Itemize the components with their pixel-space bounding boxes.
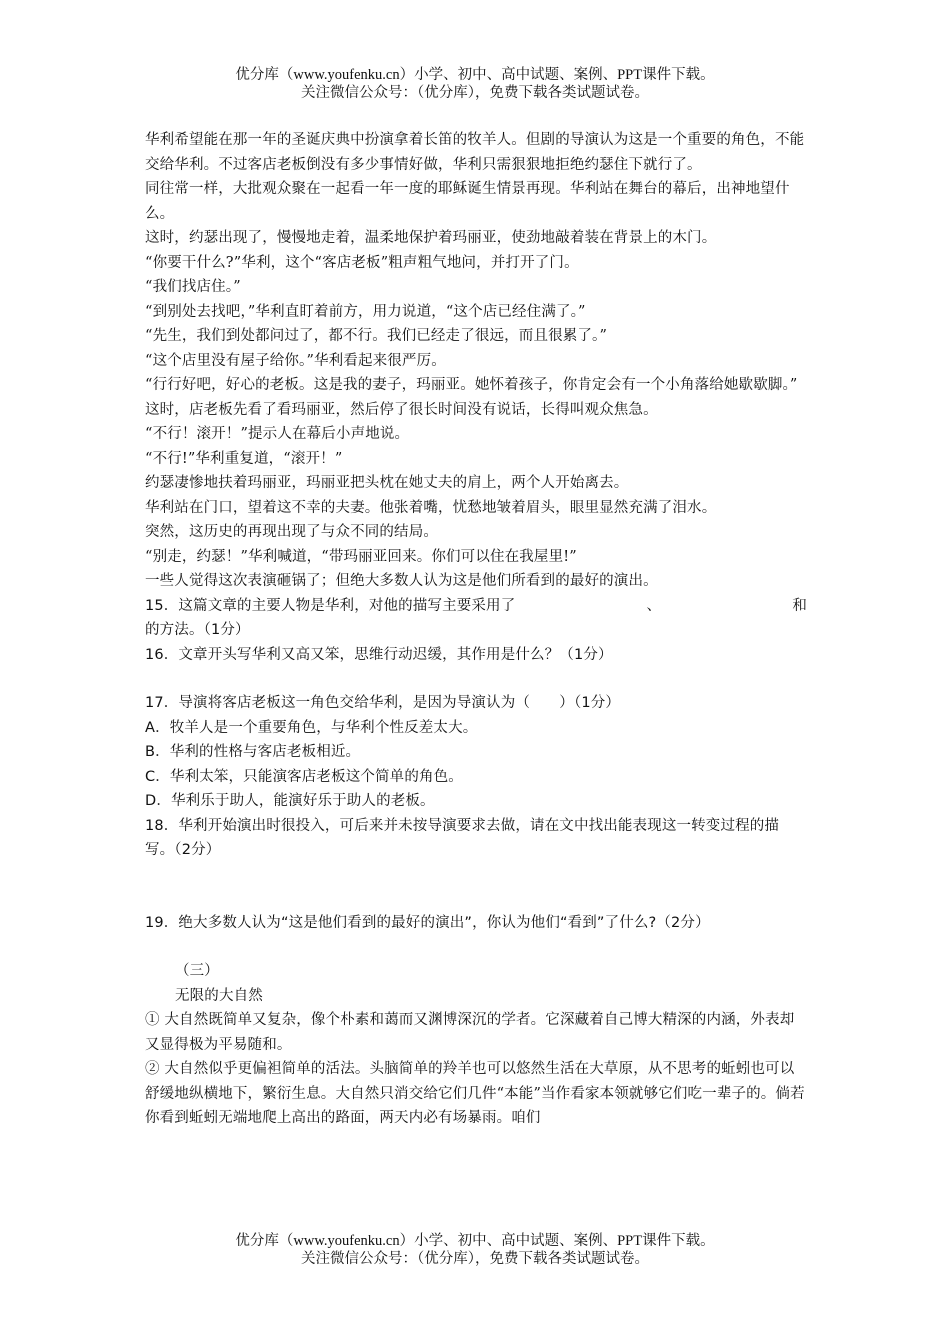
question-15-text: 15．这篇文章的主要人物是华利，对他的描写主要采用了 bbox=[145, 597, 516, 614]
story-paragraph: “我们找店住。” bbox=[145, 279, 241, 295]
page-footer bbox=[0, 1232, 950, 1268]
header-line-2: 关注微信公众号：（优分库），免费下载各类试题试卷。 bbox=[301, 85, 649, 101]
question-17-option-a: A．牧羊人是一个重要角色，与华利个性反差太大。 bbox=[145, 719, 478, 736]
section-paragraph: ① 大自然既简单又复杂，像个朴素和蔼而又渊博深沉的学者。它深藏着自己博大精深的内涵，外表却又显得极为平易随和。 bbox=[145, 1012, 795, 1053]
question-16: 16．文章开头写华利又高又笨，思维行动迟缓，其作用是什么？（1分） bbox=[145, 646, 613, 663]
footer-line-1: 优分库（www.youfenku.cn）小学、初中、高中试题、案例、PPT课件下载。 bbox=[235, 1233, 715, 1249]
section-number: （三） bbox=[175, 963, 219, 979]
question-15 bbox=[145, 594, 807, 643]
story-paragraph: 这时，店老板先看了看玛丽亚，然后停了很长时间没有说话，长得叫观众焦急。 bbox=[145, 401, 658, 418]
story-paragraph: 突然，这历史的再现出现了与众不同的结局。 bbox=[145, 524, 438, 540]
story-paragraph: 一些人觉得这次表演砸锅了；但绝大多数人认为这是他们所看到的最好的演出。 bbox=[145, 573, 658, 589]
question-17-option-b: B．华利的性格与客店老板相近。 bbox=[145, 744, 361, 760]
story-paragraph: “行行好吧，好心的老板。这是我的妻子，玛丽亚。她怀着孩子，你肯定会有一个小角落给她歇歇脚。” bbox=[145, 377, 798, 393]
question-17-option-c: C．华利太笨，只能演客店老板这个简单的角色。 bbox=[145, 768, 463, 785]
story-paragraph: 约瑟凄惨地扶着玛丽亚，玛丽亚把头枕在她丈夫的肩上，两个人开始离去。 bbox=[145, 475, 629, 491]
header-line-1: 优分库（www.youfenku.cn）小学、初中、高中试题、案例、PPT课件下载。 bbox=[235, 67, 715, 83]
page-header bbox=[0, 66, 950, 102]
story-paragraph: 华利站在门口，望着这不幸的夫妻。他张着嘴，忧愁地皱着眉头，眼里显然充满了泪水。 bbox=[145, 499, 717, 516]
question-15-separator: 、 bbox=[646, 597, 662, 614]
question-15-conjunction: 和 bbox=[792, 597, 807, 614]
question-19: 19．绝大多数人认为“这是他们看到的最好的演出”，你认为他们“看到”了什么?（2分） bbox=[145, 914, 710, 931]
story-paragraph: 华利希望能在那一年的圣诞庆典中扮演拿着长笛的牧羊人。但剧的导演认为这是一个重要的角色，不能交给华利。不过客店老板倒没有多少事情好做，华利只需狠狠地拒绝约瑟住下就行了。 bbox=[145, 132, 805, 173]
story-paragraph: 这时，约瑟出现了，慢慢地走着，温柔地保护着玛丽亚，使劲地敲着装在背景上的木门。 bbox=[145, 230, 717, 246]
section-title: 无限的大自然 bbox=[175, 987, 263, 1004]
story-paragraph: “你要干什么?”华利，这个“客店老板”粗声粗气地问，并打开了门。 bbox=[145, 254, 579, 271]
question-18: 18．华利开始演出时很投入，可后来并未按导演要求去做，请在文中找出能表现这一转变过程的描写。（2分） bbox=[145, 817, 780, 858]
story-paragraph: “这个店里没有屋子给你。”华利看起来很严厉。 bbox=[145, 352, 446, 369]
story-paragraph: “不行！滚开！”提示人在幕后小声地说。 bbox=[145, 426, 410, 442]
document-body bbox=[145, 128, 807, 1131]
story-paragraph: 同往常一样，大批观众聚在一起看一年一度的耶稣诞生情景再现。华利站在舞台的幕后，出神地望什么。 bbox=[145, 181, 790, 222]
story-paragraph: “别走，约瑟！”华利喊道，“带玛丽亚回来。你们可以住在我屋里!” bbox=[145, 548, 577, 565]
question-15-tail: 的方法。（1分） bbox=[145, 622, 250, 638]
section-paragraph: ② 大自然似乎更偏袒简单的活法。头脑简单的羚羊也可以悠然生活在大草原，从不思考的蚯蚓也可以舒缓地纵横地下，繁衍生息。大自然只消交给它们几件“本能”当作看家本领就够它们吃一辈子的。倘若你看到蚯蚓无端地爬上高出的路面，两天内必有场暴雨。咱们 bbox=[145, 1061, 805, 1126]
story-paragraph: “先生，我们到处都问过了，都不行。我们已经走了很远，而且很累了。” bbox=[145, 328, 608, 344]
question-17: 17．导演将客店老板这一角色交给华利，是因为导演认为（ ）（1分） bbox=[145, 695, 621, 711]
story-paragraph: “到别处去找吧，”华利直盯着前方，用力说道，“这个店已经住满了。” bbox=[145, 303, 586, 320]
question-17-option-d: D．华利乐于助人，能演好乐于助人的老板。 bbox=[145, 793, 435, 809]
footer-line-2: 关注微信公众号：（优分库），免费下载各类试题试卷。 bbox=[301, 1251, 649, 1267]
story-paragraph: “不行!”华利重复道，“滚开！” bbox=[145, 450, 343, 467]
